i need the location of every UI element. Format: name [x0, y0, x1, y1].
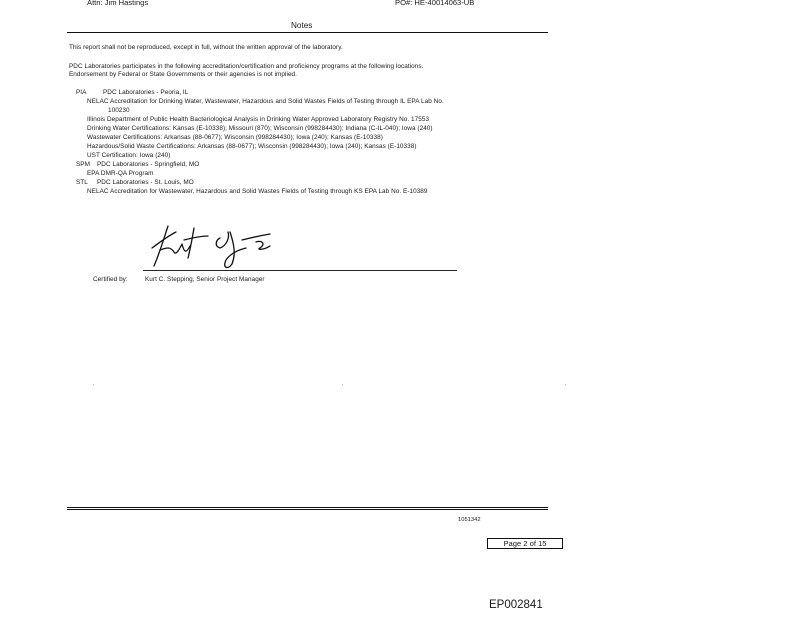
signature-image: [146, 218, 286, 274]
stl-line: NELAC Accreditation for Wastewater, Hazardous and Solid Wastes Fields of Testing through KS EPA Lab No. E-10389: [87, 188, 428, 195]
pia-line: Illinois Department of Public Health Bacteriological Analysis in Drinking Water Approved Laboratory Registry No. 17553: [87, 116, 430, 123]
certified-label: Certified by:: [93, 276, 128, 283]
stl-code: STL: [76, 179, 88, 186]
bates-number: EP002841: [489, 599, 543, 611]
report-code: 1051342: [458, 517, 481, 523]
scan-speck: [565, 384, 566, 385]
reproduction-notice: This report shall not be reproduced, except in full, without the written approval of the laboratory.: [69, 44, 343, 51]
attn-line: Attn: Jim Hastings: [87, 0, 149, 7]
title-rule: [67, 32, 548, 33]
pia-line: NELAC Accreditation for Drinking Water, Wastewater, Hazardous and Solid Wastes Fields of Testing through IL EPA Lab No.: [87, 98, 444, 105]
certifier-name: Kurt C. Stepping, Senior Project Manager: [145, 276, 265, 283]
scan-speck: [342, 384, 343, 385]
pia-line: Drinking Water Certifications: Kansas (E-10338); Missouri (870); Wisconsin (998284430); Indiana (C-IL-040); Iowa (240): [87, 125, 433, 132]
endorsement-notice: Endorsement by Federal or State Governments or their agencies is not implied.: [69, 71, 297, 78]
spm-name: PDC Laboratories - Springfield, MO: [97, 161, 200, 168]
pia-line: Wastewater Certifications: Arkansas (88-0677); Wisconsin (998284430); Iowa (240); Kansas (E-10338): [87, 134, 383, 141]
signature-line: [143, 270, 457, 271]
scan-speck: [93, 384, 94, 385]
stl-name: PDC Laboratories - St. Louis, MO: [97, 179, 194, 186]
pia-code: PIA: [76, 89, 87, 96]
pia-line: UST Certification: Iowa (240): [87, 152, 171, 159]
spm-code: SPM: [76, 161, 90, 168]
footer-rule-top: [67, 507, 548, 508]
po-number: PO#: HE-40014063-UB: [395, 0, 475, 7]
notes-title: Notes: [291, 21, 313, 30]
page-indicator: Page 2 of 15: [487, 538, 563, 549]
pia-line: Hazardous/Solid Waste Certifications: Arkansas (88-0677); Wisconsin (998284430); Iowa (240); Kansas (E-10338): [87, 143, 417, 150]
pia-name: PDC Laboratories - Peoria, IL: [103, 89, 189, 96]
participation-notice: PDC Laboratories participates in the following accreditation/certification and proficiency programs at the following locations.: [69, 63, 424, 70]
spm-line: EPA DMR-QA Program: [87, 170, 154, 177]
pia-line: 100230: [108, 107, 130, 114]
footer-rule-bottom: [67, 509, 548, 510]
